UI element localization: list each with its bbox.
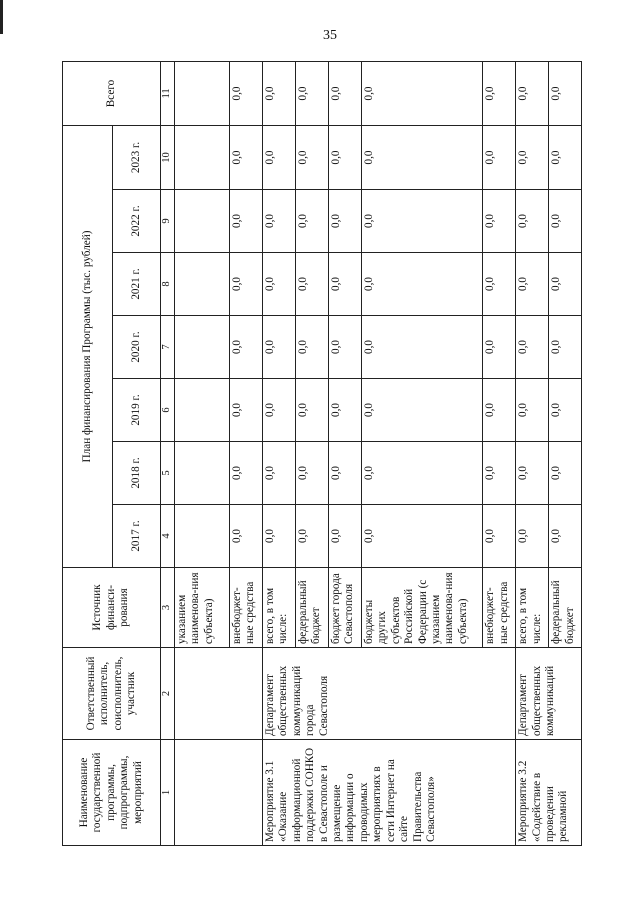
year-value-cell: 0,0 [549,253,582,316]
year-value-cell: 0,0 [328,190,361,253]
year-value-cell: 0,0 [516,379,549,442]
executor-cell: Департамент общественных коммуникаций [516,648,582,740]
header-executor: Ответственный исполнитель, соисполнитель, участник [63,648,161,740]
year-value-cell: 0,0 [328,253,361,316]
column-number: 5 [161,442,175,505]
year-value-cell [175,442,230,505]
executor-cell: Департамент общественных коммуникаций города Севастополя [262,648,515,740]
year-value-cell: 0,0 [328,442,361,505]
column-number-row [161,61,175,845]
year-value-cell: 0,0 [262,253,295,316]
year-value-cell [175,505,230,568]
total-value-cell: 0,0 [549,61,582,125]
year-value-cell: 0,0 [483,253,516,316]
source-cell: федеральный бюджет [549,568,582,648]
year-value-cell: 0,0 [262,125,295,189]
year-value-cell: 0,0 [549,442,582,505]
total-value-cell: 0,0 [262,61,295,125]
header-source: Источник финанси-рования [63,568,161,648]
header-year: 2022 г. [113,190,161,253]
year-value-cell: 0,0 [361,442,483,505]
year-value-cell: 0,0 [328,125,361,189]
year-value-cell [175,253,230,316]
header-year: 2023 г. [113,125,161,189]
year-value-cell: 0,0 [361,253,483,316]
year-value-cell: 0,0 [295,190,328,253]
total-value-cell: 0,0 [483,61,516,125]
column-number: 3 [161,568,175,648]
total-value-cell: 0,0 [516,61,549,125]
measure-cell [175,740,263,846]
source-cell: федеральный бюджет [295,568,328,648]
year-value-cell: 0,0 [549,190,582,253]
total-value-cell: 0,0 [328,61,361,125]
column-number: 9 [161,190,175,253]
table-row [262,61,295,845]
year-value-cell: 0,0 [262,379,295,442]
header-year: 2017 г. [113,505,161,568]
year-value-cell: 0,0 [516,505,549,568]
year-value-cell: 0,0 [295,442,328,505]
column-number: 8 [161,253,175,316]
table-row [175,61,230,845]
source-cell: внебюджет-ные средства [483,568,516,648]
year-value-cell: 0,0 [361,190,483,253]
year-value-cell: 0,0 [328,379,361,442]
year-value-cell: 0,0 [516,190,549,253]
year-value-cell [175,379,230,442]
column-number: 6 [161,379,175,442]
year-value-cell [175,125,230,189]
table-row [516,61,549,845]
year-value-cell: 0,0 [361,125,483,189]
year-value-cell [175,190,230,253]
source-cell: бюджеты других субъектов Российской Федерации (с указанием наименова-ния субъекта) [361,568,483,648]
year-value-cell: 0,0 [361,316,483,379]
header-year: 2021 г. [113,253,161,316]
source-cell: бюджет города Севастополя [328,568,361,648]
year-value-cell: 0,0 [361,379,483,442]
scan-edge-mark [0,0,3,34]
header-total: Всего [63,61,161,125]
column-number: 1 [161,740,175,846]
year-value-cell: 0,0 [549,125,582,189]
measure-cell: Мероприятие 3.2 «Содействие в проведении рекламной [516,740,582,846]
column-number: 7 [161,316,175,379]
header-year: 2018 г. [113,442,161,505]
year-value-cell: 0,0 [516,253,549,316]
column-number: 11 [161,61,175,125]
year-value-cell: 0,0 [483,505,516,568]
year-value-cell: 0,0 [516,316,549,379]
year-value-cell: 0,0 [483,316,516,379]
year-value-cell: 0,0 [295,253,328,316]
total-value-cell: 0,0 [229,61,262,125]
year-value-cell: 0,0 [229,505,262,568]
total-value-cell: 0,0 [361,61,483,125]
source-cell: всего, в том числе: [516,568,549,648]
year-value-cell: 0,0 [262,316,295,379]
executor-cell [175,648,263,740]
year-value-cell: 0,0 [483,125,516,189]
table-header [63,61,175,845]
year-value-cell: 0,0 [516,125,549,189]
year-value-cell: 0,0 [483,190,516,253]
year-value-cell: 0,0 [295,505,328,568]
year-value-cell: 0,0 [229,442,262,505]
column-number: 10 [161,125,175,189]
financing-table [62,61,582,846]
total-value-cell [175,61,230,125]
year-value-cell: 0,0 [262,442,295,505]
column-number: 2 [161,648,175,740]
column-number: 4 [161,505,175,568]
header-measure: Наименование государственной программы, подпрограммы, мероприятий [63,740,161,846]
year-value-cell [175,316,230,379]
year-value-cell: 0,0 [483,442,516,505]
year-value-cell: 0,0 [328,316,361,379]
year-value-cell: 0,0 [229,125,262,189]
source-cell: указанием наименова-ния субъекта) [175,568,230,648]
page-number: 35 [323,28,337,43]
year-value-cell: 0,0 [295,316,328,379]
year-value-cell: 0,0 [262,505,295,568]
year-value-cell: 0,0 [361,505,483,568]
year-value-cell: 0,0 [549,379,582,442]
measure-cell: Мероприятие 3.1 «Оказание информационной поддержки СОНКО в Севастополе и размещение информации о проводимых мероприятиях в сети Интернет на сайте Правительства Севастополя» [262,740,515,846]
header-plan: План финансирования Программы (тыс. рублей) [63,125,113,567]
year-value-cell: 0,0 [229,379,262,442]
table-body [175,61,582,845]
year-value-cell: 0,0 [229,316,262,379]
year-value-cell: 0,0 [229,190,262,253]
year-value-cell: 0,0 [328,505,361,568]
year-value-cell: 0,0 [229,253,262,316]
year-value-cell: 0,0 [549,505,582,568]
year-value-cell: 0,0 [295,379,328,442]
year-value-cell: 0,0 [295,125,328,189]
total-value-cell: 0,0 [295,61,328,125]
year-value-cell: 0,0 [516,442,549,505]
year-value-cell: 0,0 [483,379,516,442]
source-cell: внебюджет-ные средства [229,568,262,648]
source-cell: всего, в том числе: [262,568,295,648]
year-value-cell: 0,0 [549,316,582,379]
rotated-table-wrapper [62,62,582,846]
header-year: 2020 г. [113,316,161,379]
year-value-cell: 0,0 [262,190,295,253]
header-year: 2019 г. [113,379,161,442]
